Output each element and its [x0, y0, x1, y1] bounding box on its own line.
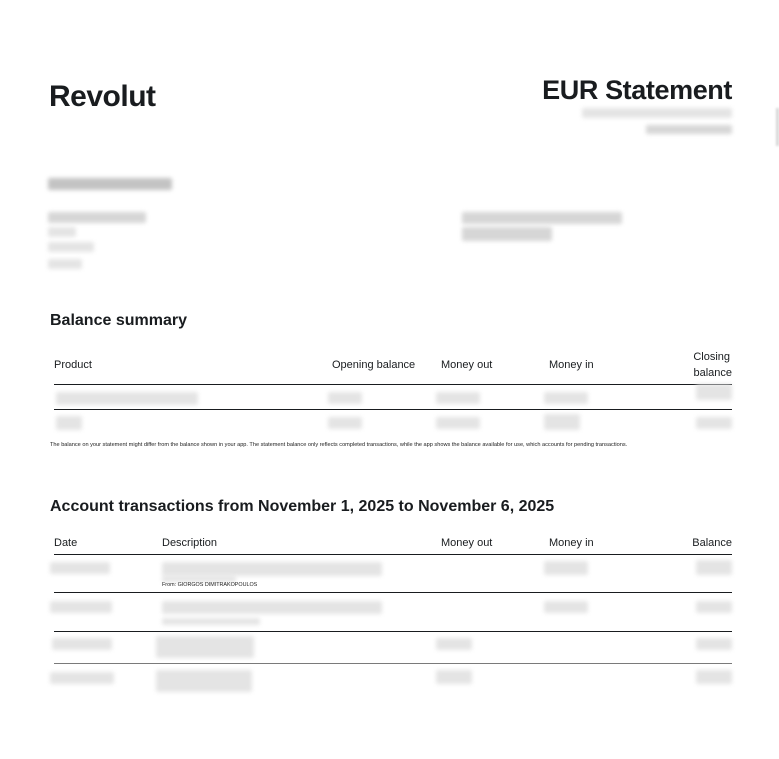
redacted-address-line-4 — [48, 259, 82, 269]
col-product: Product — [54, 359, 92, 371]
redacted-tx2-balance — [696, 601, 732, 613]
redacted-tx2-in — [544, 601, 588, 613]
transactions-title: Account transactions from November 1, 2025 to November 6, 2025 — [50, 498, 555, 515]
redacted-tx1-date — [50, 562, 110, 574]
redacted-out-1 — [436, 392, 480, 404]
tx-row-rule-1 — [54, 592, 732, 593]
statement-title: EUR Statement — [542, 75, 732, 105]
balance-header-rule — [54, 384, 732, 385]
redacted-tx2-date — [50, 601, 112, 613]
redacted-tx3-desc — [156, 636, 254, 658]
col-tx-balance: Balance — [692, 537, 732, 549]
redacted-generated-date — [582, 108, 732, 118]
redacted-tx4-out — [436, 670, 472, 684]
redacted-tx3-out — [436, 638, 472, 650]
redacted-product-1 — [56, 392, 198, 405]
redacted-iban — [462, 212, 622, 224]
redacted-product-2 — [56, 416, 82, 430]
redacted-in-1 — [544, 392, 588, 404]
col-tx-money-in: Money in — [549, 537, 594, 549]
redacted-tx4-balance — [696, 670, 732, 684]
redacted-closing-1 — [696, 384, 732, 400]
redacted-out-2 — [436, 417, 480, 429]
redacted-tx2-desc — [162, 601, 382, 614]
redacted-opening-2 — [328, 417, 362, 429]
redacted-bic — [462, 227, 552, 241]
redacted-tx1-desc — [162, 562, 382, 576]
redacted-tx1-in — [544, 561, 588, 575]
redacted-address-line-1 — [48, 212, 146, 223]
col-closing-balance-line2: balance — [693, 367, 732, 379]
col-money-in: Money in — [549, 359, 594, 371]
transactions-header-rule — [54, 554, 732, 555]
redacted-address-line-2 — [48, 227, 76, 237]
redacted-holder-name — [48, 178, 172, 190]
col-description: Description — [162, 537, 218, 549]
balance-row-rule — [54, 409, 732, 410]
balance-disclaimer: The balance on your statement might differ from the balance shown in your app. The statement balance only reflects completed transactions, while the app shows the balance available for use, which accounts for pending transactions. — [50, 442, 628, 448]
redacted-tx4-date — [50, 672, 114, 684]
redacted-tx1-balance — [696, 560, 732, 575]
redacted-closing-2 — [696, 417, 732, 429]
col-closing-balance-line1: Closing — [693, 351, 730, 363]
tx1-from-text: From: GIORGOS DIMITRAKOPOULOS — [162, 582, 258, 588]
col-money-out: Money out — [441, 359, 493, 371]
tx-row-rule-3 — [54, 663, 732, 664]
redacted-tx3-balance — [696, 638, 732, 650]
col-opening-balance: Opening balance — [332, 359, 416, 371]
redacted-tx3-date — [52, 638, 112, 650]
redacted-tx2-desc-sub — [162, 618, 260, 625]
revolut-logo: Revolut — [49, 80, 156, 113]
redacted-in-2 — [544, 414, 580, 430]
col-date: Date — [54, 537, 78, 549]
redacted-tx4-desc — [156, 670, 252, 692]
redacted-reference — [646, 125, 732, 134]
redacted-address-line-3 — [48, 242, 94, 252]
tx-row-rule-2 — [54, 631, 732, 632]
col-tx-money-out: Money out — [441, 537, 493, 549]
balance-summary-title: Balance summary — [50, 312, 187, 329]
redacted-opening-1 — [328, 392, 362, 404]
